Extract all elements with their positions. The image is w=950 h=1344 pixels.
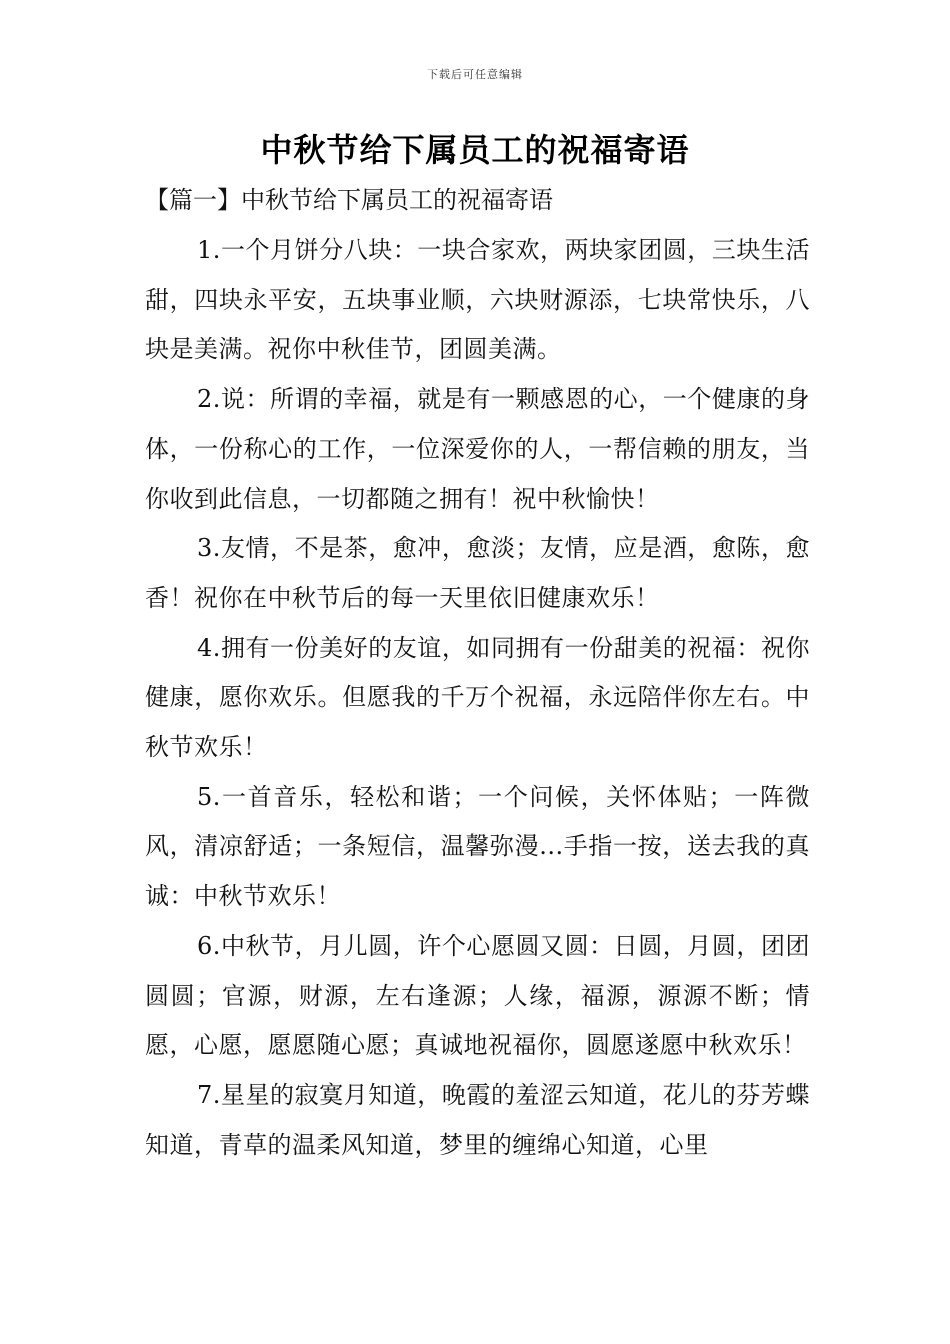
document-title: 中秋节给下属员工的祝福寄语 <box>260 131 690 169</box>
paragraph-3: 3.友情，不是茶，愈冲，愈淡；友情，应是酒，愈陈，愈香！祝你在中秋节后的每一天里依旧健康欢乐！ <box>145 534 810 612</box>
document-body <box>145 226 810 1170</box>
paragraph-5: 5.一首音乐，轻松和谐；一个问候，关怀体贴；一阵微风，清凉舒适；一条短信，温馨弥漫...手指一按，送去我的真诚：中秋节欢乐！ <box>145 782 810 911</box>
paragraph-2: 2.说：所谓的幸福，就是有一颗感恩的心，一个健康的身体，一份称心的工作，一位深爱你的人，一帮信赖的朋友，当你收到此信息，一切都随之拥有！祝中秋愉快！ <box>145 385 810 513</box>
paragraph-1: 1.一个月饼分八块：一块合家欢，两块家团圆，三块生活甜，四块永平安，五块事业顺，六块财源添，七块常快乐，八块是美满。祝你中秋佳节，团圆美满。 <box>145 236 810 364</box>
header-note: 下载后可任意编辑 <box>427 68 523 81</box>
paragraph-6: 6.中秋节，月儿圆，许个心愿圆又圆：日圆，月圆，团团圆圆；官源，财源，左右逢源；人缘，福源，源源不断；情愿，心愿，愿愿随心愿；真诚地祝福你，圆愿遂愿中秋欢乐！ <box>145 931 810 1060</box>
section-title: 【篇一】中秋节给下属员工的祝福寄语 <box>145 186 553 214</box>
paragraph-4: 4.拥有一份美好的友谊，如同拥有一份甜美的祝福：祝你健康，愿你欢乐。但愿我的千万个祝福，永远陪伴你左右。中秋节欢乐！ <box>145 633 810 762</box>
paragraph-7: 7.星星的寂寞月知道，晚霞的羞涩云知道，花儿的芬芳蝶知道，青草的温柔风知道，梦里的缠绵心知道，心里 <box>145 1080 810 1159</box>
